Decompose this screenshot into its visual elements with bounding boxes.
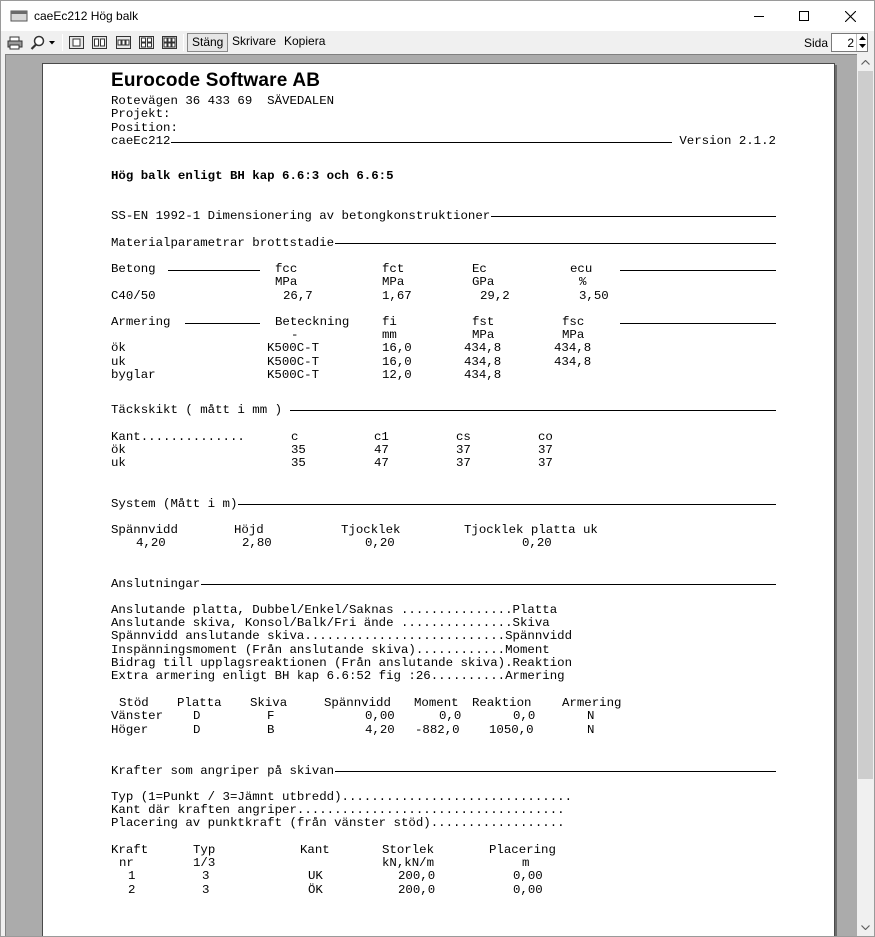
four-pages-icon bbox=[139, 36, 154, 49]
minimize-icon bbox=[754, 11, 764, 21]
tackskikt-header-cs: cs bbox=[456, 429, 471, 444]
armering-row-name: byglar bbox=[111, 367, 156, 382]
chevron-up-icon bbox=[859, 36, 866, 40]
armering-rule bbox=[185, 323, 260, 324]
krafter-sub-storlek: kN,kN/m bbox=[382, 855, 435, 870]
section-material bbox=[111, 236, 776, 250]
krafter-header-placering: Placering bbox=[489, 842, 556, 857]
ansl-header-reaktion: Reaktion bbox=[472, 695, 532, 710]
toolbar-separator bbox=[183, 34, 184, 51]
betong-header-ecu: ecu bbox=[570, 261, 593, 276]
company-name: Eurocode Software AB bbox=[111, 70, 321, 91]
ansl-row-stod: Höger bbox=[111, 722, 149, 737]
armering-header-beteckning: Beteckning bbox=[275, 314, 350, 329]
ansl-row-moment: 0,0 bbox=[439, 708, 462, 723]
ansl-row-armering: N bbox=[587, 722, 595, 737]
spin-up-button[interactable] bbox=[857, 34, 867, 42]
tackskikt-value-c: 35 bbox=[291, 455, 306, 470]
krafter-header-kraft: Kraft bbox=[111, 842, 149, 857]
system-value-tjocklek-platta: 0,20 bbox=[522, 535, 552, 550]
armering-unit-fi: mm bbox=[382, 327, 397, 342]
two-pages-button[interactable] bbox=[90, 34, 108, 51]
six-pages-button[interactable] bbox=[160, 34, 178, 51]
four-pages-button[interactable] bbox=[137, 34, 155, 51]
title-bar[interactable] bbox=[1, 1, 874, 31]
ansl-header-platta: Platta bbox=[177, 695, 222, 710]
armering-rule-right bbox=[620, 323, 776, 324]
krafter-line: Placering av punktkraft (från vänster stöd).................. bbox=[111, 815, 565, 830]
section-krafter-title: Krafter som angriper på skivan bbox=[111, 763, 335, 778]
section-rule bbox=[111, 584, 776, 585]
section-anslutningar-title: Anslutningar bbox=[111, 576, 201, 591]
two-pages-icon bbox=[92, 36, 107, 49]
armering-row-fsc: 434,8 bbox=[554, 354, 592, 369]
page-spinner[interactable] bbox=[856, 34, 867, 51]
anslutning-line: Extra armering enligt BH kap 6.6:52 fig :26..........Armering bbox=[111, 668, 565, 683]
section-system bbox=[111, 497, 776, 511]
ansl-header-stod: Stöd bbox=[119, 695, 149, 710]
tackskikt-value-c1: 47 bbox=[374, 455, 389, 470]
anslutning-line: Bidrag till upplagsreaktionen (Från anslutande skiva).Reaktion bbox=[111, 655, 573, 670]
toolbar-separator bbox=[62, 34, 63, 51]
ansl-row-spannvidd: 4,20 bbox=[365, 722, 395, 737]
armering-row-fi: 16,0 bbox=[382, 340, 412, 355]
three-pages-button[interactable] bbox=[114, 34, 132, 51]
betong-header-fcc: fcc bbox=[275, 261, 298, 276]
document-content bbox=[111, 70, 811, 897]
tackskikt-value-cs: 37 bbox=[456, 455, 471, 470]
three-pages-icon bbox=[116, 36, 131, 49]
print-preview-area[interactable] bbox=[5, 54, 857, 936]
anslutning-line: Anslutande skiva, Konsol/Balk/Fri ände ...............Skiva bbox=[111, 615, 550, 630]
ansl-row-stod: Vänster bbox=[111, 708, 164, 723]
ansl-row-reaktion: 0,0 bbox=[513, 708, 536, 723]
minimize-button[interactable] bbox=[736, 1, 782, 31]
armering-row-fi: 16,0 bbox=[382, 354, 412, 369]
krafter-line: Kant där kraften angriper.................................... bbox=[111, 802, 565, 817]
betong-class: C40/50 bbox=[111, 288, 156, 303]
krafter-line: Typ (1=Punkt / 3=Jämnt utbredd)............................... bbox=[111, 789, 573, 804]
krafter-header-storlek: Storlek bbox=[382, 842, 435, 857]
armering-header-fsc: fsc bbox=[562, 314, 585, 329]
chevron-down-icon bbox=[859, 44, 866, 48]
ansl-row-platta: D bbox=[193, 722, 201, 737]
armering-header-fi: fi bbox=[382, 314, 397, 329]
ansl-row-armering: N bbox=[587, 708, 595, 723]
krafter-row-nr: 2 bbox=[128, 882, 136, 897]
tackskikt-header-c1: c1 bbox=[374, 429, 389, 444]
skrivare-button[interactable]: Skrivare bbox=[232, 34, 277, 48]
page-number-value[interactable]: 2 bbox=[847, 36, 854, 50]
krafter-row-typ: 3 bbox=[202, 882, 210, 897]
section-system-title: System (Mått i m) bbox=[111, 496, 238, 511]
betong-value-ec: 29,2 bbox=[480, 288, 510, 303]
ansl-row-skiva: F bbox=[267, 708, 275, 723]
ansl-header-moment: Moment bbox=[414, 695, 459, 710]
chevron-down-icon bbox=[861, 925, 870, 930]
anslutning-line: Inspänningsmoment (Från anslutande skiva)............Moment bbox=[111, 642, 550, 657]
close-button[interactable] bbox=[827, 1, 873, 31]
page-number-spinbox[interactable] bbox=[831, 33, 868, 52]
armering-unit-beteckning: - bbox=[291, 327, 299, 342]
scroll-thumb[interactable] bbox=[858, 71, 873, 779]
tackskikt-value-cs: 37 bbox=[456, 442, 471, 457]
ansl-header-armering: Armering bbox=[562, 695, 622, 710]
betong-label: Betong bbox=[111, 261, 156, 276]
betong-value-ecu: 3,50 bbox=[579, 288, 609, 303]
krafter-row-nr: 1 bbox=[128, 868, 136, 883]
chevron-up-icon bbox=[861, 60, 870, 65]
zoom-dropdown[interactable] bbox=[28, 34, 58, 51]
tackskikt-row-name: uk bbox=[111, 455, 126, 470]
spin-down-button[interactable] bbox=[857, 42, 867, 50]
chevron-down-icon bbox=[48, 40, 56, 46]
close-icon bbox=[845, 11, 856, 22]
armering-row-bet: K500C-T bbox=[267, 354, 320, 369]
projekt-label: Projekt: bbox=[111, 107, 171, 122]
armering-header-fst: fst bbox=[472, 314, 495, 329]
krafter-header-kant: Kant bbox=[300, 842, 330, 857]
tackskikt-value-c1: 47 bbox=[374, 442, 389, 457]
sida-label: Sida bbox=[804, 36, 829, 50]
tackskikt-row-name: ök bbox=[111, 442, 126, 457]
tackskikt-value-c: 35 bbox=[291, 442, 306, 457]
krafter-row-kant: UK bbox=[308, 868, 323, 883]
version-label: Version 2.1.2 bbox=[679, 134, 776, 149]
program-name: caeEc212 bbox=[111, 134, 171, 149]
ansl-row-moment: -882,0 bbox=[415, 722, 460, 737]
betong-rule bbox=[168, 270, 260, 271]
armering-unit-fst: MPa bbox=[472, 327, 495, 342]
betong-unit-fct: MPa bbox=[382, 274, 405, 289]
app-icon bbox=[10, 10, 28, 22]
armering-row-name: ök bbox=[111, 340, 126, 355]
krafter-header-typ: Typ bbox=[193, 842, 216, 857]
tackskikt-value-co: 37 bbox=[538, 442, 553, 457]
krafter-row-kant: ÖK bbox=[308, 882, 323, 897]
tackskikt-header-co: co bbox=[538, 429, 553, 444]
section-tackskikt bbox=[111, 403, 776, 417]
window-title: caeEc212 Hög balk bbox=[34, 9, 139, 23]
betong-header-ec: Ec bbox=[472, 261, 487, 276]
vertical-scrollbar[interactable] bbox=[857, 54, 874, 936]
ansl-row-platta: D bbox=[193, 708, 201, 723]
maximize-icon bbox=[799, 11, 809, 21]
betong-rule-right bbox=[620, 270, 776, 271]
krafter-row-typ: 3 bbox=[202, 868, 210, 883]
krafter-sub-typ: 1/3 bbox=[193, 855, 216, 870]
krafter-row-placering: 0,00 bbox=[513, 868, 543, 883]
armering-unit-fsc: MPa bbox=[562, 327, 585, 342]
section-material-title: Materialparametrar brottstadie bbox=[111, 235, 335, 250]
program-rule bbox=[171, 142, 672, 143]
armering-row-bet: K500C-T bbox=[267, 367, 320, 382]
ansl-header-skiva: Skiva bbox=[250, 695, 288, 710]
one-page-icon bbox=[69, 36, 84, 49]
section-anslutningar bbox=[111, 577, 776, 591]
system-header-tjocklek-platta: Tjocklek platta uk bbox=[464, 522, 598, 537]
company-address: Rotevägen 36 433 69 SÄVEDALEN bbox=[111, 94, 335, 108]
section-krafter bbox=[111, 764, 776, 778]
printer-icon bbox=[7, 36, 23, 50]
program-version-line bbox=[111, 135, 776, 148]
betong-header-fct: fct bbox=[382, 261, 405, 276]
tackskikt-kant-label: Kant.............. bbox=[111, 429, 245, 444]
stang-button[interactable]: Stäng bbox=[187, 33, 228, 52]
six-pages-icon bbox=[162, 36, 177, 49]
system-value-hojd: 2,80 bbox=[242, 535, 272, 550]
betong-value-fcc: 26,7 bbox=[283, 288, 313, 303]
krafter-sub-nr: nr bbox=[119, 855, 134, 870]
ansl-row-skiva: B bbox=[267, 722, 275, 737]
krafter-row-placering: 0,00 bbox=[513, 882, 543, 897]
tackskikt-header-c: c bbox=[291, 429, 299, 444]
print-button[interactable] bbox=[6, 34, 24, 51]
magnifier-icon bbox=[30, 35, 46, 51]
armering-row-name: uk bbox=[111, 354, 126, 369]
anslutning-line: Anslutande platta, Dubbel/Enkel/Saknas ...............Platta bbox=[111, 602, 558, 617]
position-label: Position: bbox=[111, 120, 178, 135]
preview-page bbox=[42, 63, 835, 936]
anslutning-line: Spännvidd anslutande skiva...........................Spännvidd bbox=[111, 628, 573, 643]
betong-unit-ecu: % bbox=[579, 274, 587, 289]
krafter-row-storlek: 200,0 bbox=[398, 868, 436, 883]
armering-row-bet: K500C-T bbox=[267, 340, 320, 355]
section-standard bbox=[111, 209, 776, 223]
armering-row-fst: 434,8 bbox=[464, 354, 502, 369]
ansl-row-reaktion: 1050,0 bbox=[489, 722, 534, 737]
system-header-tjocklek: Tjocklek bbox=[341, 522, 401, 537]
toolbar bbox=[1, 31, 874, 54]
system-value-spannvidd: 4,20 bbox=[136, 535, 166, 550]
krafter-row-storlek: 200,0 bbox=[398, 882, 436, 897]
armering-row-fsc: 434,8 bbox=[554, 340, 592, 355]
krafter-sub-placering: m bbox=[522, 855, 530, 870]
kopiera-button[interactable]: Kopiera bbox=[284, 34, 326, 48]
ansl-row-spannvidd: 0,00 bbox=[365, 708, 395, 723]
scroll-down-button[interactable] bbox=[857, 919, 874, 936]
armering-row-fst: 434,8 bbox=[464, 367, 502, 382]
betong-value-fct: 1,67 bbox=[382, 288, 412, 303]
document-body bbox=[111, 149, 811, 897]
scroll-up-button[interactable] bbox=[857, 54, 874, 71]
one-page-button[interactable] bbox=[67, 34, 85, 51]
system-header-hojd: Höjd bbox=[234, 522, 264, 537]
document-title: Hög balk enligt BH kap 6.6:3 och 6.6:5 bbox=[111, 168, 394, 183]
betong-unit-ec: GPa bbox=[472, 274, 495, 289]
section-standard-title: SS-EN 1992-1 Dimensionering av betongkonstruktioner bbox=[111, 208, 491, 223]
system-header-spannvidd: Spännvidd bbox=[111, 522, 178, 537]
armering-label: Armering bbox=[111, 314, 171, 329]
tackskikt-value-co: 37 bbox=[538, 455, 553, 470]
betong-unit-fcc: MPa bbox=[275, 274, 298, 289]
system-value-tjocklek: 0,20 bbox=[365, 535, 395, 550]
maximize-button[interactable] bbox=[781, 1, 827, 31]
ansl-header-spannvidd: Spännvidd bbox=[324, 695, 391, 710]
armering-row-fi: 12,0 bbox=[382, 367, 412, 382]
armering-row-fst: 434,8 bbox=[464, 340, 502, 355]
section-tackskikt-title: Täckskikt ( mått i mm ) bbox=[111, 402, 290, 417]
